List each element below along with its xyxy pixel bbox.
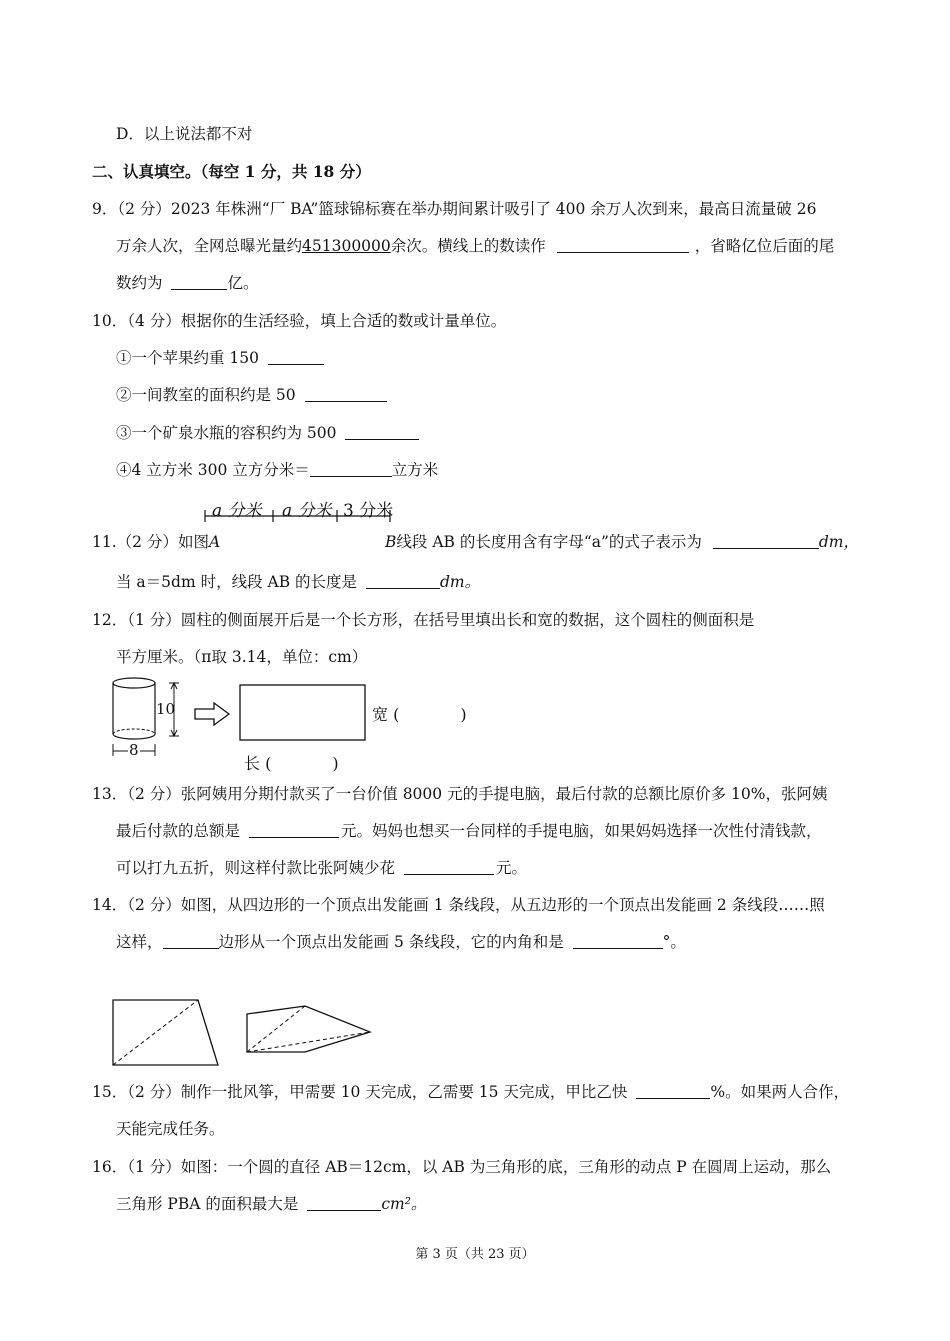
q12-line2: 平方厘米。（π取 3.14，单位：cm）: [116, 648, 368, 666]
q11-line1-text: 线段 AB 的长度用含有字母“a”的式子表示为: [396, 533, 702, 551]
q13-line3-post: 元。: [495, 859, 527, 877]
q15-line1-pre: 15．（2 分）制作一批风筝，甲需要 10 天完成，乙需要 15 天完成，甲比乙快: [92, 1083, 628, 1101]
q14-line1: 14．（2 分）如图，从四边形的一个顶点出发能画 1 条线段，从五边形的一个顶点出发能画 2 条线段……照: [92, 896, 825, 914]
q10-item-4-unit: 立方米: [391, 461, 439, 479]
q16-line2: [116, 1192, 426, 1214]
q15-line1-post: %。如果两人合作，: [710, 1083, 850, 1101]
q11-unit2: dm。: [439, 573, 481, 591]
q16-line2-pre: 三角形 PBA 的面积最大是: [116, 1195, 299, 1213]
q11-seg-label-1-text: a 分米: [212, 501, 262, 521]
q10-item-1-text: ①一个苹果约重 150: [116, 349, 260, 367]
q10-item-2-text: ②一间教室的面积约是 50: [116, 386, 296, 404]
q14-pent-diagonal-2: [247, 1032, 370, 1052]
page-footer: 第 3 页（共 23 页）: [415, 1247, 535, 1262]
q9-line3-post: 亿。: [227, 274, 259, 292]
q14-line2-mid: 边形从一个顶点出发能画 5 条线段，它的内角和是: [218, 933, 564, 951]
q9-line1: 9．（2 分）2023 年株洲“厂 BA”篮球锦标赛在举办期间累计吸引了 400 余万人次到来，最高日流量破 26: [92, 200, 817, 218]
q9-line2-end: ，省略亿位后面的尾: [694, 237, 835, 255]
q9-line2-pre: 万余人次，全网总曝光量约: [116, 237, 303, 255]
q16-line1: 16．（1 分）如图：一个圆的直径 AB＝12cm，以 AB 为三角形的底，三角形的动点 P 在圆周上运动，那么: [92, 1158, 832, 1176]
q14-line2-post: °。: [662, 933, 686, 951]
q11-prefix: 11.（2 分）如图: [92, 533, 209, 551]
q13-line2-post: 元。妈妈也想买一台同样的手提电脑，如果妈妈选择一次性付清钱款，: [340, 822, 822, 840]
q14-quadrilateral: [113, 1000, 218, 1065]
q13-line1: 13．（2 分）张阿姨用分期付款买了一台价值 8000 元的手提电脑，最后付款的总额比原价多 10%，张阿姨: [92, 785, 828, 803]
q11-line2-pre: 当 a＝5dm 时，线段 AB 的长度是: [116, 573, 358, 591]
q9-number: 451300000: [302, 237, 391, 255]
q11-point-b: B: [385, 533, 397, 551]
option-d: D．以上说法都不对: [116, 125, 253, 143]
q12-diameter-label: 8: [129, 741, 139, 759]
q15-line2: 天能完成任务。: [116, 1120, 225, 1138]
q11-unit1: dm，: [818, 533, 859, 551]
q10-item-3-text: ③一个矿泉水瓶的容积约为 500: [116, 424, 337, 442]
q13-line3-pre: 可以打九五折，则这样付款比张阿姨少花: [116, 859, 396, 877]
q9-line2-post: 余次。横线上的数读作: [390, 237, 546, 255]
q11-seg-label-2-text: a 分米: [282, 501, 332, 521]
q15-line1: [92, 1080, 849, 1102]
q12-length-label: 长 ( ): [244, 754, 339, 773]
q16-line2-post: cm²。: [381, 1195, 427, 1213]
q16-blank-area[interactable]: [307, 1196, 381, 1211]
section-title: 二、认真填空。（每空 1 分，共 18 分）: [92, 162, 371, 181]
q13-line2-pre: 最后付款的总额是: [116, 822, 241, 840]
q14-quad-diagonal: [113, 1000, 198, 1065]
q12-line1: 12．（1 分）圆柱的侧面展开后是一个长方形，在括号里填出长和宽的数据，这个圆柱的侧面积是: [92, 611, 755, 629]
q12-height-label: 10: [156, 700, 176, 718]
q12-width-label: 宽 ( ): [372, 705, 467, 724]
q10-stem: 10．（4 分）根据你的生活经验，填上合适的数或计量单位。: [92, 312, 507, 330]
q14-pentagon: [247, 1006, 370, 1052]
q14-line2-pre: 这样，: [116, 933, 163, 951]
q15-blank-percent[interactable]: [636, 1084, 710, 1099]
q11-seg-label-3: 3 分米: [343, 501, 394, 521]
q10-item-4-text: ④4 立方米 300 立方分米＝: [116, 461, 310, 479]
q9-line3-pre: 数约为: [116, 274, 163, 292]
q11-point-a: A: [208, 533, 221, 551]
